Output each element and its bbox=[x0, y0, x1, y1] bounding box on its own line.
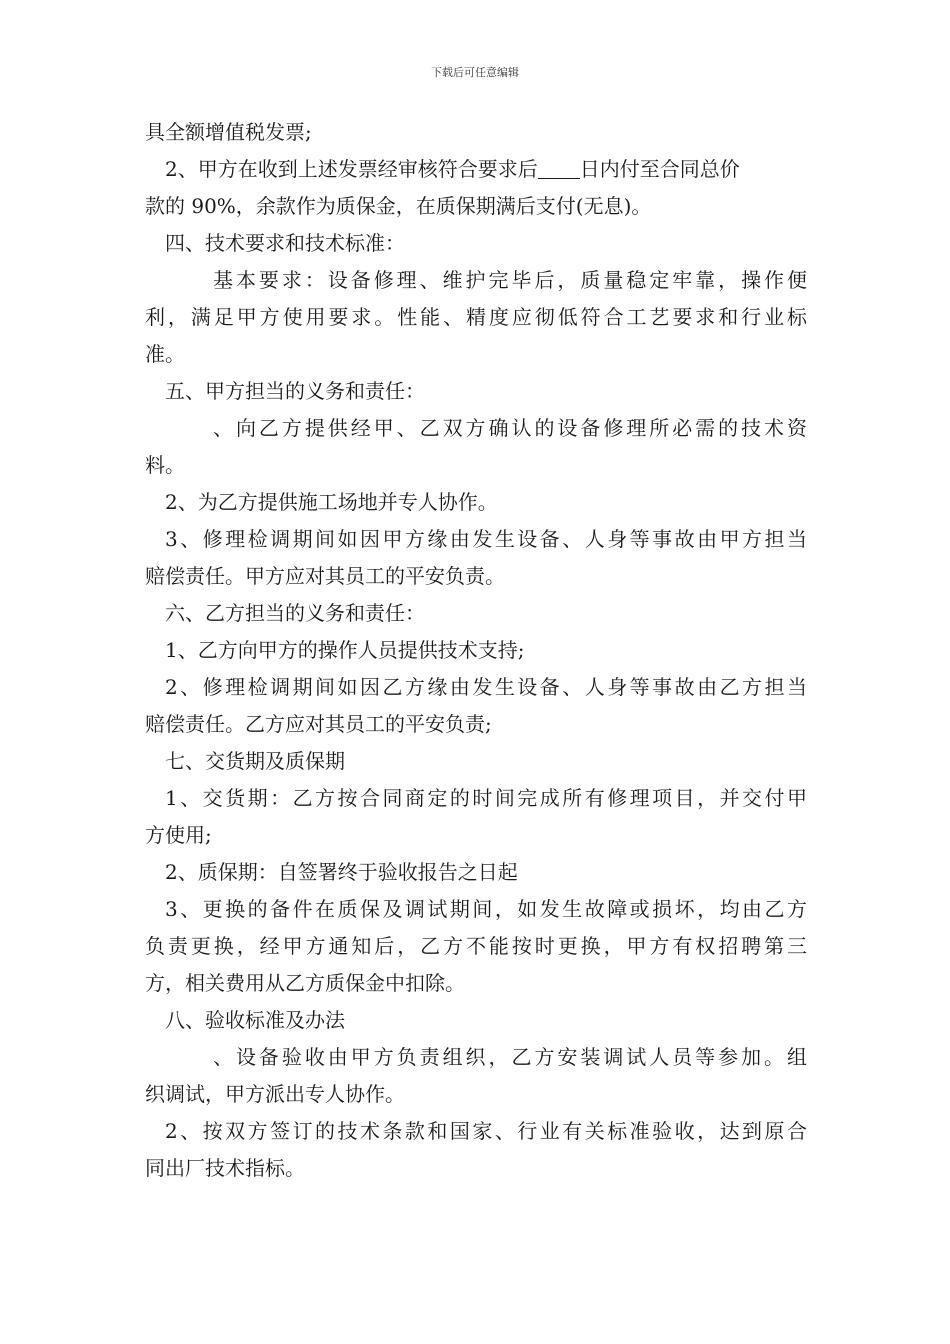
section-heading: 五、甲方担当的义务和责任： bbox=[165, 379, 425, 403]
page-header: 下载后可任意编辑 bbox=[431, 66, 519, 79]
text-line: 料。 bbox=[145, 453, 185, 477]
fill-in-blank bbox=[538, 156, 580, 179]
section-heading: 四、技术要求和技术标准： bbox=[165, 231, 405, 255]
text-line bbox=[145, 151, 807, 188]
text-line: 织调试，甲方派出专人协作。 bbox=[145, 1082, 405, 1106]
text-line: 2、为乙方提供施工场地并专人协作。 bbox=[165, 490, 498, 514]
text-line: 、向乙方提供经甲、乙双方确认的设备修理所必需的技术资 bbox=[213, 416, 807, 440]
text-line: 同出厂技术指标。 bbox=[145, 1156, 305, 1180]
document-body bbox=[145, 114, 807, 1187]
text-line: 准。 bbox=[145, 342, 185, 366]
text-line: 方，相关费用从乙方质保金中扣除。 bbox=[145, 971, 465, 995]
text-line: 赔偿责任。甲方应对其员工的平安负责。 bbox=[145, 564, 505, 588]
text-segment: 日内付至合同总价 bbox=[579, 157, 740, 181]
text-line: 具全额增值税发票; bbox=[145, 120, 312, 144]
section-heading: 七、交货期及质保期 bbox=[165, 749, 345, 773]
text-line: 赔偿责任。乙方应对其员工的平安负责; bbox=[145, 712, 492, 736]
text-line: 2、修理检调期间如因乙方缘由发生设备、人身等事故由乙方担当 bbox=[165, 675, 807, 699]
text-line: 2、质保期：自签署终于验收报告之日起 bbox=[165, 860, 518, 884]
text-line: 利，满足甲方使用要求。性能、精度应彻低符合工艺要求和行业标 bbox=[145, 305, 807, 329]
text-line: 2、按双方签订的技术条款和国家、行业有关标准验收，达到原合 bbox=[165, 1119, 807, 1143]
text-line: 基本要求：设备修理、维护完毕后，质量稳定牢靠，操作便 bbox=[213, 268, 807, 292]
text-line: 负责更换，经甲方通知后，乙方不能按时更换，甲方有权招聘第三 bbox=[145, 934, 807, 958]
text-line: 方使用; bbox=[145, 823, 212, 847]
text-line: 3、更换的备件在质保及调试期间，如发生故障或损坏，均由乙方 bbox=[165, 897, 807, 921]
text-segment: 2、甲方在收到上述发票经审核符合要求后 bbox=[165, 157, 538, 181]
text-line: 款的 90%，余款作为质保金，在质保期满后支付(无息)。 bbox=[145, 194, 652, 218]
text-line: 3、修理检调期间如因甲方缘由发生设备、人身等事故由甲方担当 bbox=[165, 527, 807, 551]
text-line: 、设备验收由甲方负责组织，乙方安装调试人员等参加。组 bbox=[213, 1045, 807, 1069]
text-line: 1、乙方向甲方的操作人员提供技术支持; bbox=[165, 638, 525, 662]
section-heading: 八、验收标准及办法 bbox=[165, 1008, 345, 1032]
text-line: 1、交货期：乙方按合同商定的时间完成所有修理项目，并交付甲 bbox=[165, 786, 807, 810]
section-heading: 六、乙方担当的义务和责任： bbox=[165, 601, 425, 625]
